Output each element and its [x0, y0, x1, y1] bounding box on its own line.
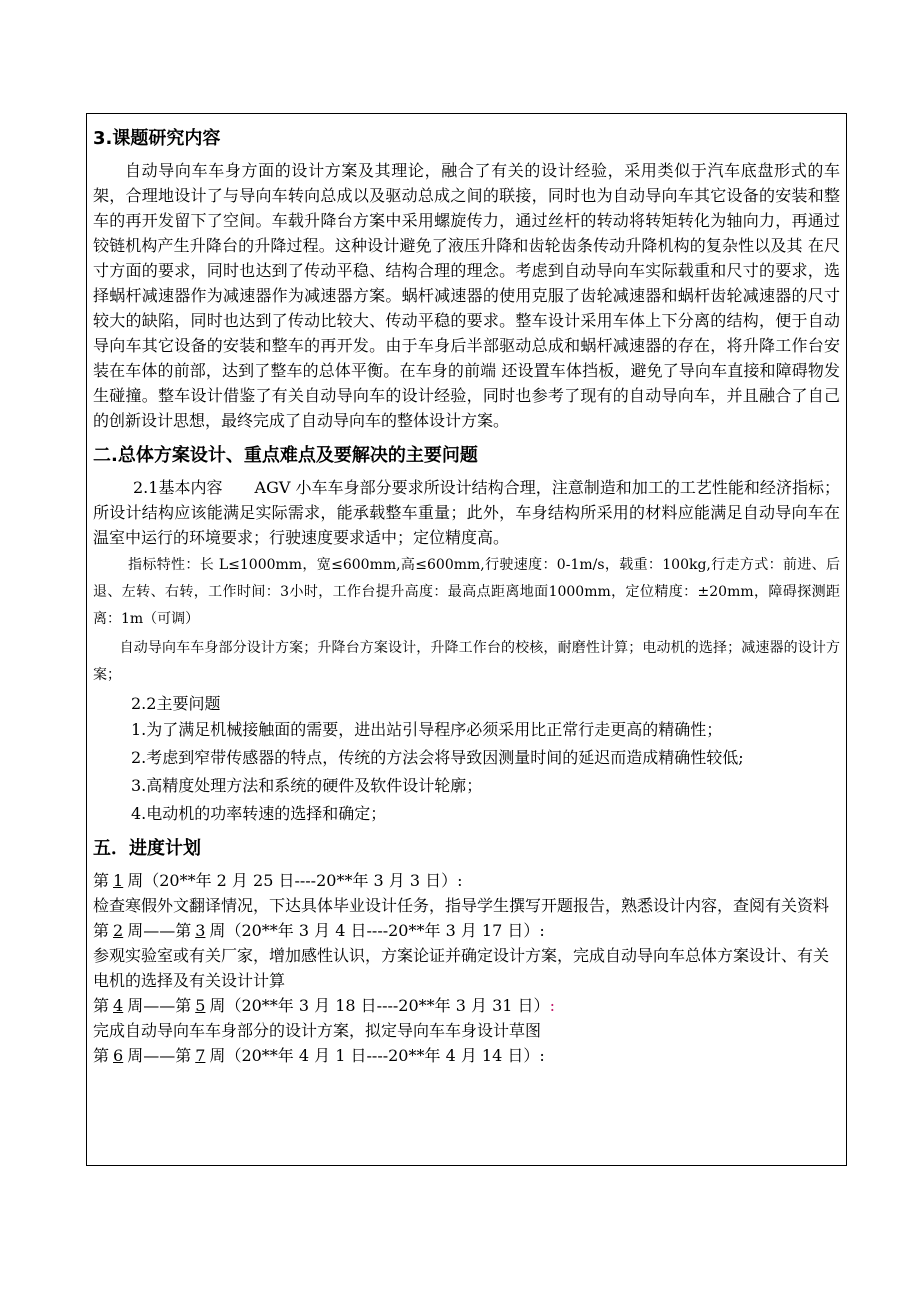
plan-paragraph: 自动导向车车身部分设计方案；升降台方案设计，升降工作台的校核，耐磨性计算；电动机的选择；减速器的设计方案；	[93, 640, 840, 683]
issue-item: 1.为了满足机械接触面的需要，进出站引导程序必须采用比正常行走更高的精确性；	[131, 720, 723, 739]
section-5-title: 五．进度计划	[93, 838, 201, 859]
schedule-week-line: 第 6 周——第 7 周（20**年 4 月 1 日----20**年 4 月 14 日）:	[93, 1046, 545, 1065]
week-number: 2	[113, 921, 124, 940]
colon-mark: :	[549, 996, 555, 1015]
schedule-description: 参观实验室或有关厂家，增加感性认识，方案论证并确定设计方案，完成自动导向车总体方案设计、有关电机的选择及有关设计计算	[93, 946, 830, 990]
week-number: 5	[195, 996, 206, 1015]
schedule-week-line: 第 4 周——第 5 周（20**年 3 月 18 日----20**年 3 月 31 日）:	[93, 996, 555, 1015]
date-range: （20**年 2 月 25 日----20**年 3 月 3 日）:	[143, 871, 463, 890]
week-number: 7	[195, 1046, 206, 1065]
schedule-week-line: 第 2 周——第 3 周（20**年 3 月 4 日----20**年 3 月 17 日）:	[93, 921, 545, 940]
week-number: 3	[195, 921, 206, 940]
main-issues-title: 2.2主要问题	[131, 694, 221, 713]
section-3-title: 3.课题研究内容	[93, 128, 221, 149]
date-range: （20**年 3 月 4 日----20**年 3 月 17 日）:	[225, 921, 545, 940]
schedule-description: 完成自动导向车车身部分的设计方案，拟定导向车车身设计草图	[93, 1021, 542, 1040]
schedule-description: 检查寒假外文翻译情况，下达具体毕业设计任务，指导学生撰写开题报告，熟悉设计内容，查阅有关资料	[93, 896, 830, 915]
week-number: 6	[113, 1046, 124, 1065]
issue-item: 4.电动机的功率转速的选择和确定；	[131, 804, 387, 823]
date-range: （20**年 4 月 1 日----20**年 4 月 14 日）:	[225, 1046, 545, 1065]
issue-item: 2.考虑到窄带传感器的特点，传统的方法会将导致因测量时间的延迟而造成精确性较低;	[131, 748, 744, 767]
schedule-week-line: 第 1 周（20**年 2 月 25 日----20**年 3 月 3 日）:	[93, 871, 463, 890]
week-number: 4	[113, 996, 124, 1015]
basic-content: 2.1基本内容 AGV 小车车身部分要求所设计结构合理，注意制造和加工的工艺性能和经济指标；所设计结构应该能满足实际需求，能承载整车重量；此外，车身结构所采用的材料应能满足自动导向车在温室中运行的环境要求；行驶速度要求适中；定位精度高。	[93, 478, 840, 547]
spec-paragraph: 指标特性：长 L≤1000mm，宽≤600mm,高≤600mm,行驶速度：0-1m/s，载重：100kg,行走方式：前进、后退、左转、右转，工作时间：3小时，工作台提升高度：最高点距离地面1000mm，定位精度：±20mm，障碍探测距离：1m（可调）	[93, 557, 840, 627]
date-range: （20**年 3 月 18 日----20**年 3 月 31 日）	[225, 996, 550, 1015]
week-number: 1	[113, 871, 124, 890]
section-2-title: 二.总体方案设计、重点难点及要解决的主要问题	[93, 445, 478, 466]
section-3-body: 自动导向车车身方面的设计方案及其理论，融合了有关的设计经验，采用类似于汽车底盘形式的车架，合理地设计了与导向车转向总成以及驱动总成之间的联接，同时也为自动导向车其它设备的安装和整车的再开发留下了空间。车载升降台方案中采用螺旋传力，通过丝杆的转动将转矩转化为轴向力，再通过铰链机构产生升降台的升降过程。这种设计避免了液压升降和齿轮齿条传动升降机构的复杂性以及其 在尺寸方面的要求，同时也达到了传动平稳、结构合理的理念。考虑到自动导向车实际载重和尺寸的要求，选择蜗杆减速器作为减速器作为减速器方案。蜗杆减速器的使用克服了齿轮减速器和蜗杆齿轮减速器的尺寸较大的缺陷，同时也达到了传动比较大、传动平稳的要求。整车设计采用车体上下分离的结构，便于自动导向车其它设备的安装和整车的再开发。由于车身后半部驱动总成和蜗杆减速器的存在，将升降工作台安装在车体的前部，达到了整车的总体平衡。在车身的前端 还设置车体挡板，避免了导向车直接和障碍物发生碰撞。整车设计借鉴了有关自动导向车的设计经验，同时也参考了现有的自动导向车，并且融合了自己的创新设计思想，最终完成了自动导向车的整体设计方案。	[93, 161, 840, 430]
document-frame	[86, 113, 847, 1166]
issue-item: 3.高精度处理方法和系统的硬件及软件设计轮廓；	[131, 776, 483, 795]
